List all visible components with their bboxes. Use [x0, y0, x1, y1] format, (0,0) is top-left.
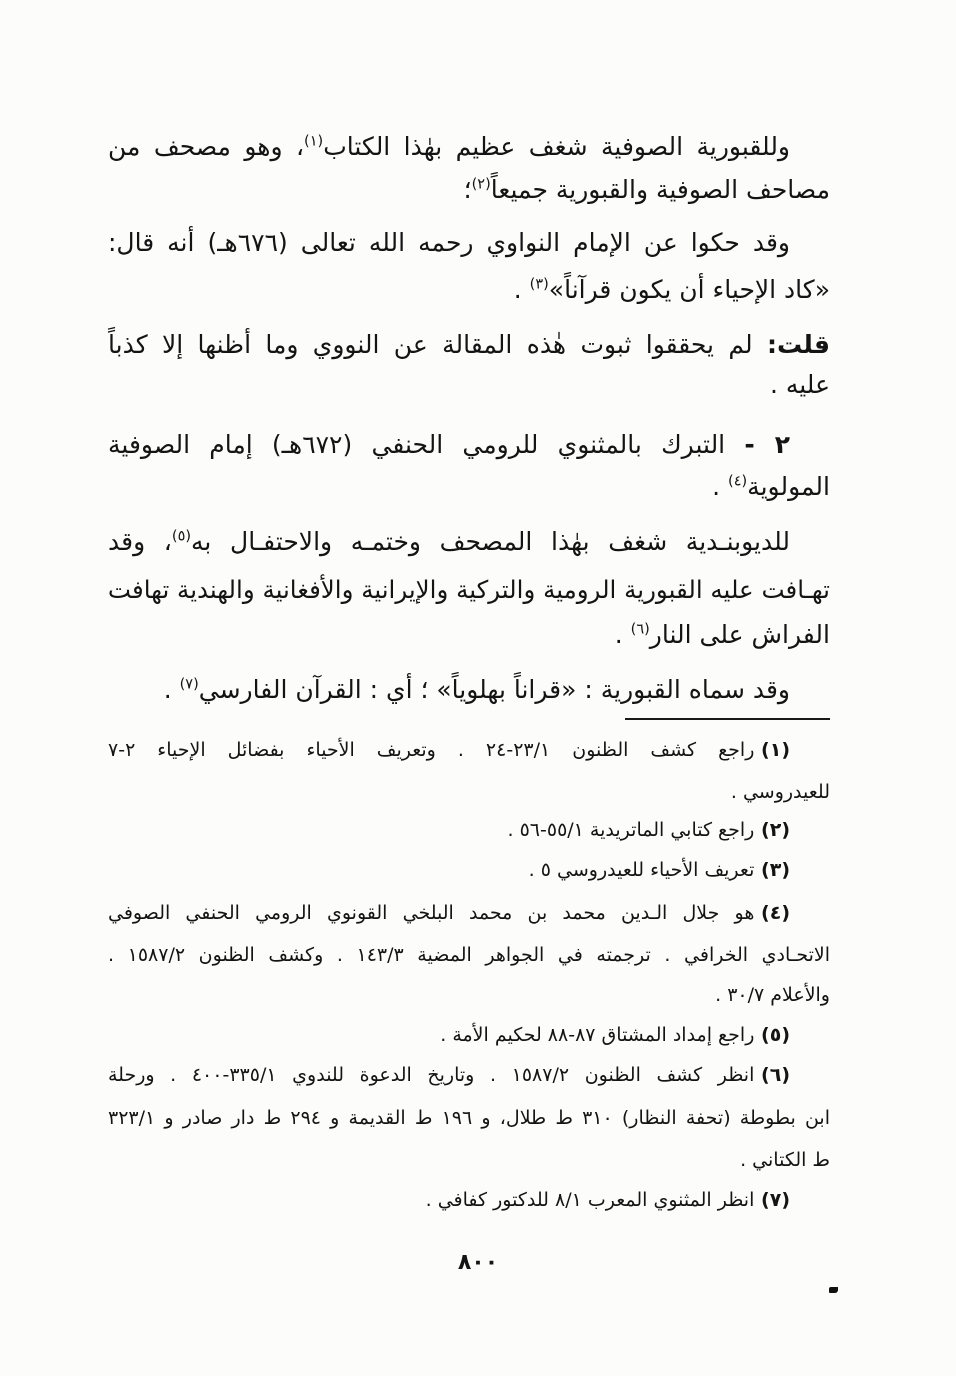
body-line	[108, 568, 830, 612]
footnote-text: راجع كتابي الماتريدية ٥٥/١-٥٦ .	[507, 819, 755, 841]
footnote-line	[108, 895, 830, 931]
footnote-number: (٣)	[761, 859, 790, 881]
section-heading-line	[108, 465, 830, 509]
footnote-line	[108, 1182, 830, 1218]
footnote-ref: (٥)	[171, 528, 192, 545]
section-number: ٢ -	[744, 430, 790, 459]
footnote-number: (٧)	[761, 1189, 790, 1211]
body-line	[108, 168, 830, 212]
footnote-text: انظر المثنوي المعرب ٨/١ للدكتور كفافي .	[425, 1189, 755, 1211]
footnote-text: للعيدروسي .	[730, 781, 830, 803]
footnote-ref: (٣)	[529, 276, 549, 293]
footnote-text: تعريف الأحياء للعيدروسي ٥ .	[528, 859, 755, 881]
quote-text: «كاد الإحياء أن يكون قرآناً»	[548, 275, 830, 304]
footnote-line	[108, 774, 830, 810]
footnote-number: (٥)	[761, 1024, 790, 1046]
footnote-ref: (٤)	[728, 473, 748, 490]
footnote-text: ابن بطوطة (تحفة النظار) ٣١٠ ط طلال، و ١٩٦ ط القديمة و ٢٩٤ ط دار صادر و ٣٢٣/١	[108, 1107, 830, 1129]
body-text: عليه .	[769, 370, 830, 399]
body-line	[108, 668, 830, 712]
footnote-number: (٦)	[761, 1064, 790, 1086]
footnote-text: هو جلال الـدين محمد بن محمد البلخي القونوي الرومي الحنفي الصوفي	[108, 902, 755, 924]
footnote-line	[108, 852, 830, 888]
footnote-number: (٤)	[761, 902, 790, 924]
section-heading-text: المولوية	[747, 472, 830, 501]
body-text: .	[513, 275, 530, 304]
page-number: ٨٠٠	[457, 1250, 499, 1275]
footnote-separator	[625, 718, 830, 720]
body-text: وقد حكوا عن الإمام النواوي رحمه الله تعالى (٦٧٦هـ) أنه قال:	[108, 228, 791, 257]
footnote-line	[108, 1142, 830, 1178]
body-text: .	[614, 620, 631, 649]
footnote-ref: (١)	[304, 133, 324, 150]
footnote-text: انظر كشف الظنون ١٥٨٧/٢ . وتاريخ الدعوة للندوي ٣٣٥/١-٤٠٠ . ورحلة	[108, 1064, 755, 1086]
footnote-ref: (٧)	[179, 676, 199, 693]
body-line	[108, 268, 830, 312]
comment-label: قلت:	[766, 330, 830, 359]
body-text: ، وقد	[108, 527, 172, 556]
body-text: وللقبورية الصوفية شغف عظيم بهٰذا الكتاب	[323, 132, 791, 161]
footnote-text: الاتحـادي الخرافي . ترجمته في الجواهر المضية ١٤٣/٣ . وكشف الظنون ١٥٨٧/٢ .	[108, 944, 830, 966]
body-text: مصاحف الصوفية والقبورية جميعاً	[490, 175, 830, 204]
body-line	[108, 125, 830, 169]
footnote-text: والأعلام ٣٠/٧ .	[715, 984, 830, 1006]
body-text: ؛	[463, 175, 472, 204]
body-text: لم يحققوا ثبوت هٰذه المقالة عن النووي وما أظنها إلا كذباً	[108, 330, 753, 359]
section-heading-line	[108, 423, 830, 467]
footnote-line	[108, 1017, 830, 1053]
footnote-text: راجع كشف الظنون ٢٣/١-٢٤ . وتعريف الأحياء بفضائل الإحياء ٢-٧	[108, 739, 755, 761]
footnote-text: ط الكتاني .	[740, 1149, 830, 1171]
body-line	[108, 363, 830, 407]
body-text: .	[712, 472, 729, 501]
body-text: .	[163, 675, 180, 704]
body-text: تهـافت عليه القبورية الرومية والتركية والإيرانية والأفغانية والهندية تهافت	[107, 575, 830, 604]
footnote-line	[108, 937, 830, 973]
body-line	[108, 323, 830, 367]
body-text: الفراش على النار	[649, 620, 830, 649]
footnote-line	[108, 812, 830, 848]
footnote-line	[108, 977, 830, 1013]
footnote-text: راجع إمداد المشتاق ٨٧-٨٨ لحكيم الأمة .	[440, 1024, 755, 1046]
body-text: للديوبنـدية شغف بهٰذا المصحف وختمـه والاحتفـال به	[191, 527, 790, 556]
footnote-ref: (٦)	[630, 621, 650, 638]
footnote-line	[108, 732, 830, 768]
footnote-line	[108, 1057, 830, 1093]
body-line	[108, 520, 830, 564]
footnote-number: (٢)	[761, 819, 790, 841]
footnote-ref: (٢)	[471, 176, 491, 193]
body-line	[108, 613, 830, 657]
section-heading-text: التبرك بالمثنوي للرومي الحنفي (٦٧٢هـ) إمام الصوفية	[108, 430, 726, 459]
body-text: وقد سماه القبورية : «قراناً بهلوياً» ؛ أي : القرآن الفارسي	[198, 675, 790, 704]
body-line	[108, 221, 830, 265]
print-mark	[829, 1287, 838, 1293]
footnote-line	[108, 1100, 830, 1136]
body-text: ، وهو مصحف من	[108, 132, 305, 161]
footnote-number: (١)	[761, 739, 791, 761]
